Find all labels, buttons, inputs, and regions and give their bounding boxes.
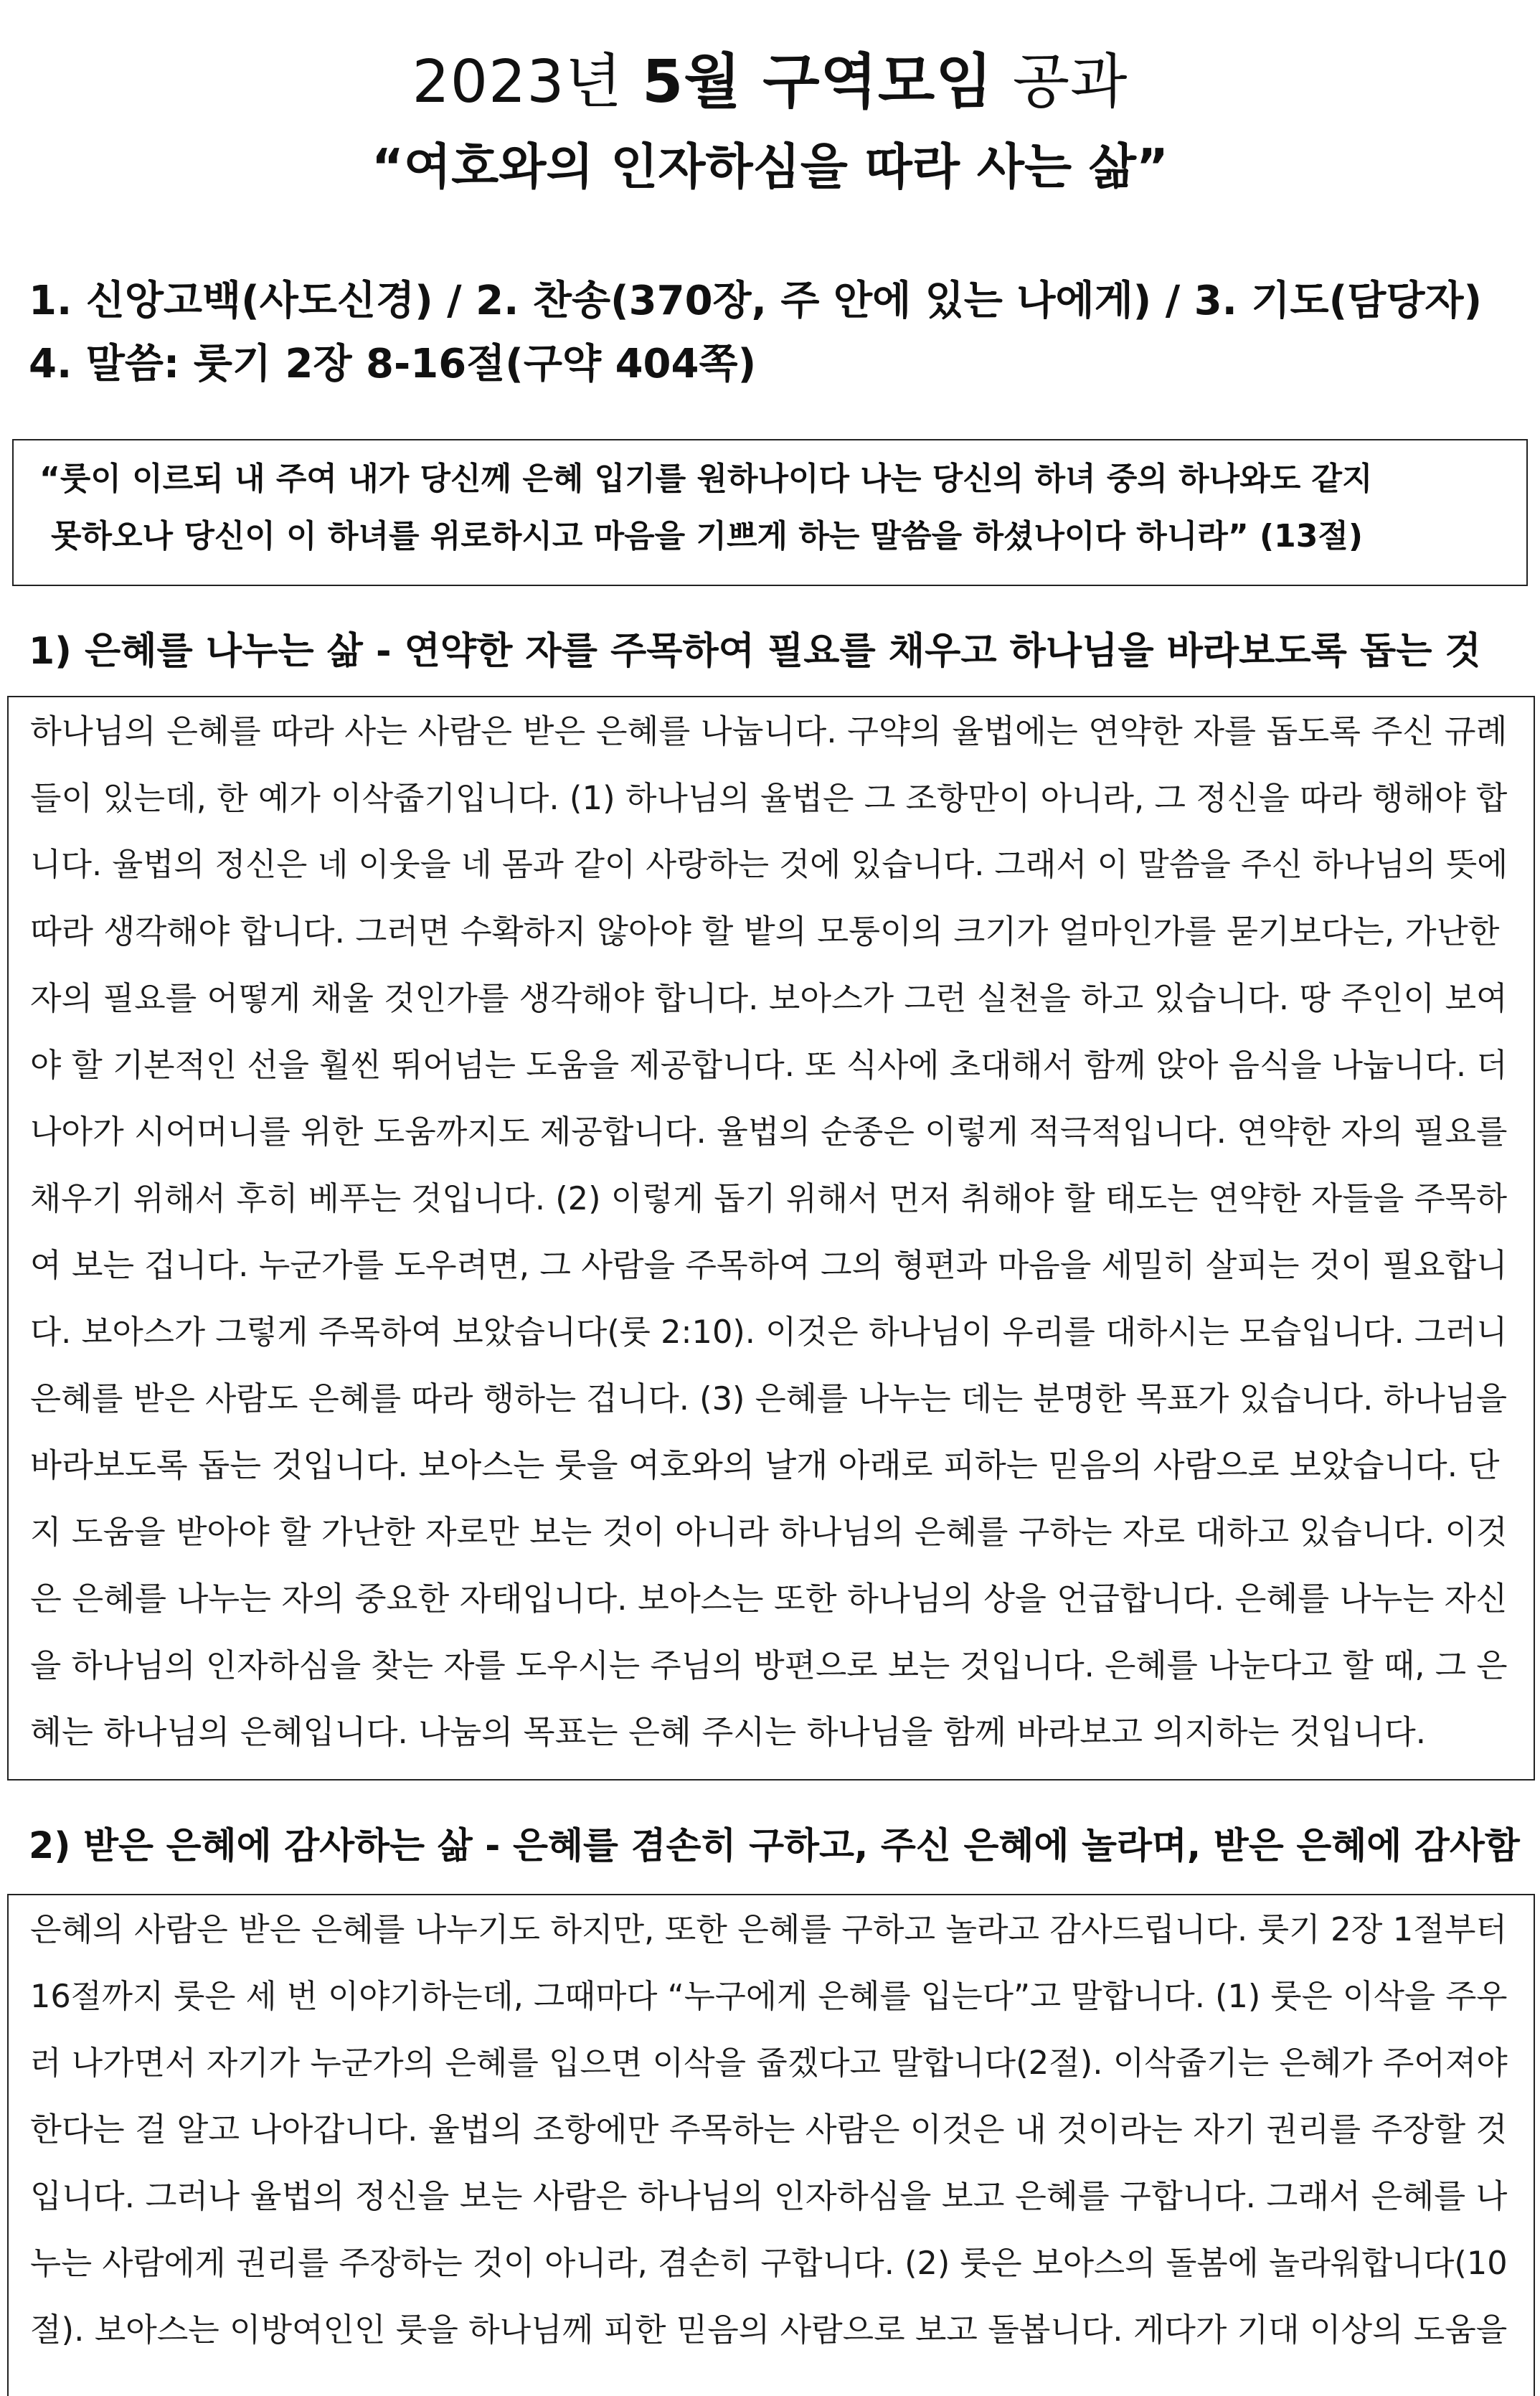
section-2-heading: 2) 받은 은혜에 감사하는 삶 - 은혜를 겸손히 구하고, 주신 은혜에 놀라며, 받은 은혜에 감사함 [29,1824,1520,1867]
paragraph-line: 나아가 시어머니를 위한 도움까지도 제공합니다. 율법의 순종은 이렇게 적극적입니다. 연약한 자의 필요를 [30,1113,1508,1151]
paragraph-line: 바라보도록 돕는 것입니다. 보아스는 룻을 여호와의 날개 아래로 피하는 믿음의 사람으로 보았습니다. 단 [30,1446,1500,1484]
paragraph-line: 혜는 하나님의 은혜입니다. 나눔의 목표는 은혜 주시는 하나님을 함께 바라보고 의지하는 것입니다. [30,1713,1427,1751]
title-lesson: 공과 [993,48,1128,116]
paragraph-line: 누는 사람에게 권리를 주장하는 것이 아니라, 겸손히 구합니다. (2) 룻은 보아스의 돌봄에 놀라워합니다(10 [30,2245,1508,2282]
paragraph-line: 야 할 기본적인 선을 훨씬 뛰어넘는 도움을 제공합니다. 또 식사에 초대해서 함께 앉아 음식을 나눕니다. 더 [30,1046,1508,1084]
order-of-service-line-2: 4. 말씀: 룻기 2장 8-16절(구약 404쪽) [29,341,757,387]
section-1-body-box [7,696,1535,1781]
paragraph-line: 입니다. 그러나 율법의 정신을 보는 사람은 하나님의 인자하심을 보고 은혜를 구합니다. 그래서 은혜를 나 [30,2177,1508,2215]
key-verse-line-2: 못하오나 당신이 이 하녀를 위로하시고 마음을 기쁘게 하는 말씀을 하셨나이다 하니라” (13절) [51,518,1364,555]
paragraph-line: 하나님의 은혜를 따라 사는 사람은 받은 은혜를 나눕니다. 구약의 율법에는 연약한 자를 돕도록 주신 규례 [30,712,1508,750]
paragraph-line: 을 하나님의 인자하심을 찾는 자를 도우시는 주님의 방편으로 보는 것입니다. 은혜를 나눈다고 할 때, 그 은 [30,1646,1508,1684]
paragraph-line: 니다. 율법의 정신은 네 이웃을 네 몸과 같이 사랑하는 것에 있습니다. 그래서 이 말씀을 주신 하나님의 뜻에 [30,846,1508,883]
paragraph-line: 절). 보아스는 이방여인인 룻을 하나님께 피한 믿음의 사람으로 보고 돌봅니다. 게다가 기대 이상의 도움을 [30,2311,1508,2349]
paragraph-line: 한다는 걸 알고 나아갑니다. 율법의 조항에만 주목하는 사람은 이것은 내 것이라는 자기 권리를 주장할 것 [30,2110,1508,2149]
paragraph-line: 자의 필요를 어떻게 채울 것인가를 생각해야 합니다. 보아스가 그런 실천을 하고 있습니다. 땅 주인이 보여 [30,979,1508,1017]
paragraph-line: 채우기 위해서 후히 베푸는 것입니다. (2) 이렇게 돕기 위해서 먼저 취해야 할 태도는 연약한 자들을 주목하 [30,1180,1508,1217]
title-year: 2023년 [412,48,643,116]
document-subtitle: “여호와의 인자하심을 따라 사는 삶” [371,138,1169,196]
paragraph-line: 따라 생각해야 합니다. 그러면 수확하지 않아야 할 밭의 모퉁이의 크기가 얼마인가를 묻기보다는, 가난한 [30,912,1500,951]
paragraph-line: 들이 있는데, 한 예가 이삭줍기입니다. (1) 하나님의 율법은 그 조항만이 아니라, 그 정신을 따라 행해야 합 [30,779,1508,817]
document-title [0,43,1540,122]
order-of-service-line-1: 1. 신앙고백(사도신경) / 2. 찬송(370장, 주 안에 있는 나에게) / 3. 기도(담당자) [29,278,1483,324]
key-verse-line-1: “룻이 이르되 내 주여 내가 당신께 은혜 입기를 원하나이다 나는 당신의 하녀 중의 하나와도 같지 [39,461,1373,497]
paragraph-line: 여 보는 겁니다. 누군가를 도우려면, 그 사람을 주목하여 그의 형편과 마음을 세밀히 살피는 것이 필요합니 [30,1246,1508,1284]
paragraph-line: 16절까지 룻은 세 번 이야기하는데, 그때마다 “누구에게 은혜를 입는다”고 말합니다. (1) 룻은 이삭을 주우 [30,1978,1508,2015]
key-verse-box [12,439,1528,586]
paragraph-line: 러 나가면서 자기가 누군가의 은혜를 입으면 이삭을 줍겠다고 말합니다(2절). 이삭줍기는 은혜가 주어져야 [30,2044,1508,2082]
title-month-meeting: 5월 구역모임 [642,48,993,116]
paragraph-line: 은혜를 받은 사람도 은혜를 따라 행하는 겁니다. (3) 은혜를 나누는 데는 분명한 목표가 있습니다. 하나님을 [30,1380,1508,1418]
paragraph-line: 다. 보아스가 그렇게 주목하여 보았습니다(룻 2:10). 이것은 하나님이 우리를 대하시는 모습입니다. 그러니 [30,1313,1508,1351]
paragraph-line: 지 도움을 받아야 할 가난한 자로만 보는 것이 아니라 하나님의 은혜를 구하는 자로 대하고 있습니다. 이것 [30,1513,1508,1551]
section-2-body-box [7,1894,1535,2396]
paragraph-line: 은혜의 사람은 받은 은혜를 나누기도 하지만, 또한 은혜를 구하고 놀라고 감사드립니다. 룻기 2장 1절부터 [30,1910,1508,1948]
paragraph-line: 은 은혜를 나누는 자의 중요한 자태입니다. 보아스는 또한 하나님의 상을 언급합니다. 은혜를 나누는 자신 [30,1580,1508,1618]
section-1-heading: 1) 은혜를 나누는 삶 - 연약한 자를 주목하여 필요를 채우고 하나님을 바라보도록 돕는 것 [29,630,1481,673]
